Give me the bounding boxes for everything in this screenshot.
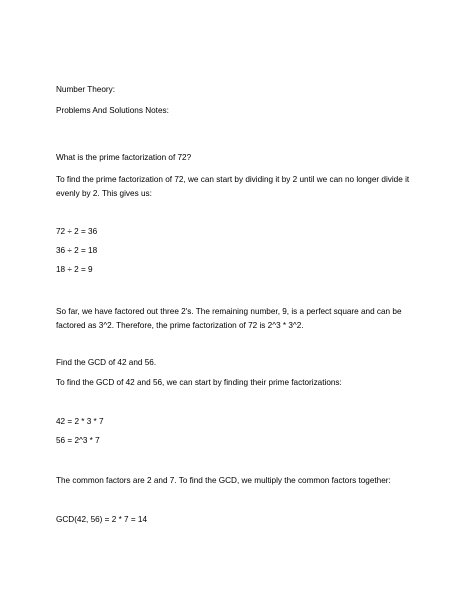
problem2-step-2: 56 = 2^3 * 7 [56, 436, 100, 445]
problem1-intro: To find the prime factorization of 72, we can start by dividing it by 2 until we can no longer divide it evenly by 2. This gives us: [56, 175, 410, 198]
problem1-step-3: 18 ÷ 2 = 9 [56, 265, 93, 274]
problem1-step-2: 36 ÷ 2 = 18 [56, 246, 98, 255]
problem2-result: GCD(42, 56) = 2 * 7 = 14 [56, 515, 148, 524]
problem2-question: Find the GCD of 42 and 56. [56, 358, 157, 367]
problem2-step-1: 42 = 2 * 3 * 7 [56, 417, 104, 426]
problem1-question: What is the prime factorization of 72? [56, 153, 192, 162]
problem1-step-1: 72 ÷ 2 = 36 [56, 227, 98, 236]
problem2-intro: To find the GCD of 42 and 56, we can start by finding their prime factorizations: [56, 378, 342, 387]
document-heading: Number Theory: [56, 85, 116, 94]
problem2-conclusion: The common factors are 2 and 7. To find the GCD, we multiply the common factors together: [56, 476, 391, 485]
document-subheading: Problems And Solutions Notes: [56, 106, 169, 115]
problem1-conclusion: So far, we have factored out three 2's. The remaining number, 9, is a perfect square and can be factored as 3^2. Therefore, the prime factorization of 72 is 2^3 * 3^2. [56, 307, 402, 330]
